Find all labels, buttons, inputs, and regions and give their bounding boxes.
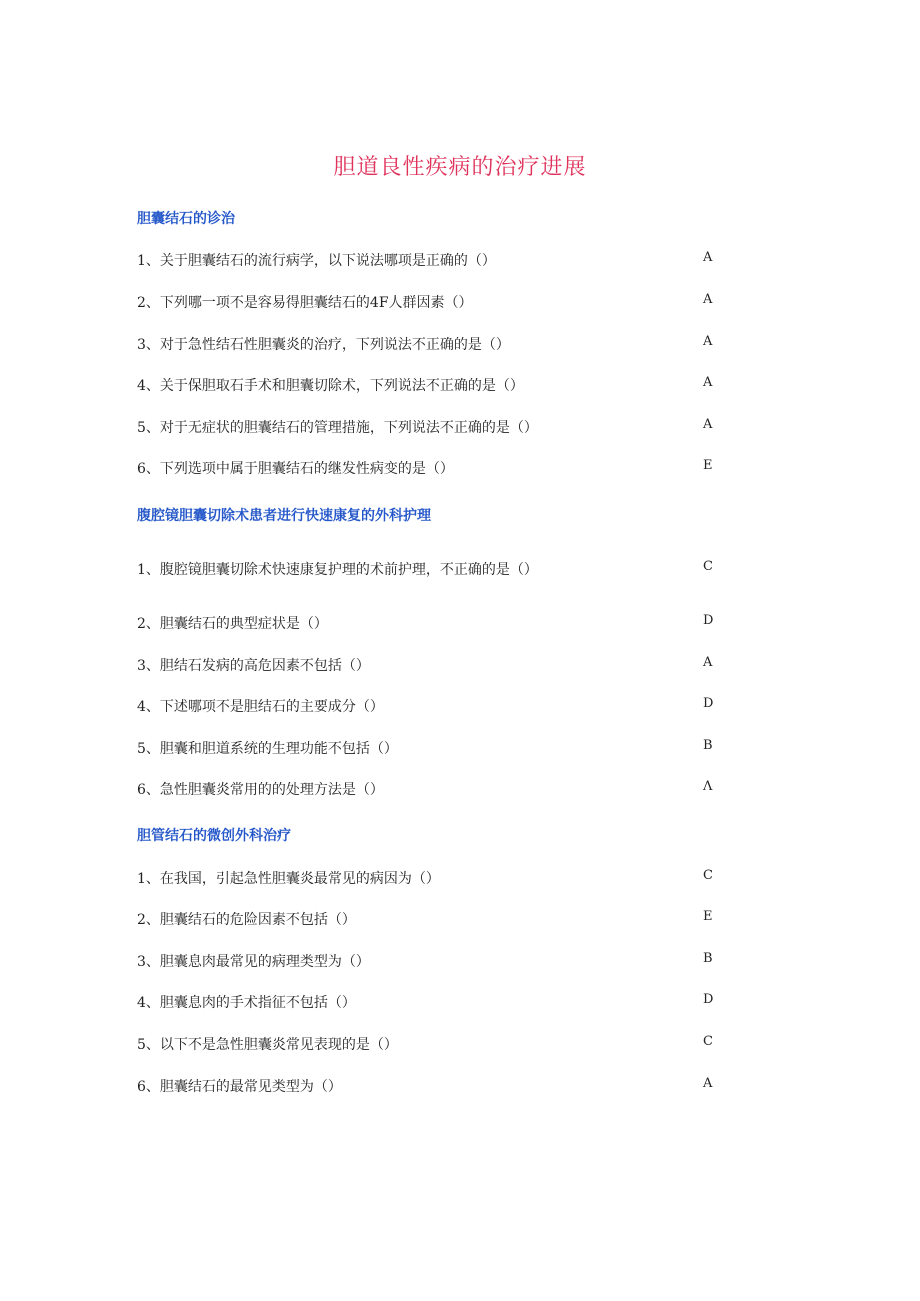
section-heading: 胆管结石的微创外科治疗 [137, 828, 291, 844]
question-text: 4、关于保胆取石手术和胆囊切除术，下列说法不正确的是（） [137, 378, 524, 394]
question-row [137, 992, 717, 1014]
question-row [137, 613, 717, 635]
question-text: 6、急性胆囊炎常用的的处理方法是（） [137, 782, 384, 798]
section-heading: 胆囊结石的诊治 [137, 211, 235, 227]
question-row [137, 250, 717, 272]
answer-letter: A [703, 1076, 713, 1091]
question-row [137, 1034, 717, 1056]
answer-letter: C [703, 1034, 713, 1049]
question-row [137, 696, 717, 718]
question-row [137, 738, 717, 760]
answer-letter: E [703, 458, 713, 473]
question-text: 2、胆囊结石的典型症状是（） [137, 616, 328, 632]
question-text: 5、胆囊和胆道系统的生理功能不包括（） [137, 741, 398, 757]
answer-letter: C [703, 559, 713, 574]
answer-letter: D [703, 992, 714, 1007]
question-text: 3、胆囊息肉最常见的病理类型为（） [137, 954, 370, 970]
question-text: 1、关于胆囊结石的流行病学，以下说法哪项是正确的（） [137, 253, 496, 269]
answer-letter: Λ [703, 779, 713, 794]
answer-letter: C [703, 868, 713, 883]
question-text: 3、胆结石发病的高危因素不包括（） [137, 658, 370, 674]
question-row [137, 1076, 717, 1098]
question-row [137, 375, 717, 397]
question-row [137, 951, 717, 973]
answer-letter: B [703, 738, 713, 753]
answer-letter: D [703, 696, 714, 711]
section-heading: 腹腔镜胆囊切除术患者进行快速康复的外科护理 [137, 508, 431, 524]
question-text: 4、下述哪项不是胆结石的主要成分（） [137, 699, 384, 715]
answer-letter: E [703, 909, 713, 924]
question-row [137, 868, 717, 890]
question-row [137, 909, 717, 931]
question-row [137, 458, 717, 480]
answer-letter: A [703, 655, 713, 670]
answer-letter: A [703, 250, 713, 265]
answer-letter: A [703, 417, 713, 432]
question-text: 3、对于急性结石性胆囊炎的治疗，下列说法不正确的是（） [137, 337, 510, 353]
answer-letter: D [703, 613, 714, 628]
question-text: 2、下列哪一项不是容易得胆囊结石的4F人群因素（） [137, 295, 473, 311]
question-text: 1、在我国，引起急性胆囊炎最常见的病因为（） [137, 871, 440, 887]
answer-letter: A [703, 375, 713, 390]
answer-letter: B [703, 951, 713, 966]
question-row [137, 417, 717, 439]
question-text: 4、胆囊息肉的手术指征不包括（） [137, 995, 356, 1011]
question-row [137, 334, 717, 356]
question-text: 2、胆囊结石的危险因素不包括（） [137, 912, 356, 928]
page-title: 胆道良性疾病的治疗进展 [333, 155, 587, 180]
answer-letter: A [703, 292, 713, 307]
question-text: 1、腹腔镜胆囊切除术快速康复护理的术前护理，不正确的是（） [137, 562, 538, 578]
question-text: 6、胆囊结石的最常见类型为（） [137, 1079, 342, 1095]
question-row [137, 292, 717, 314]
answer-letter: A [703, 334, 713, 349]
question-row [137, 779, 717, 801]
question-row [137, 559, 717, 581]
question-text: 5、对于无症状的胆囊结石的管理措施，下列说法不正确的是（） [137, 420, 538, 436]
question-text: 6、下列选项中属于胆囊结石的继发性病变的是（） [137, 461, 454, 477]
question-text: 5、以下不是急性胆囊炎常见表现的是（） [137, 1037, 398, 1053]
question-row [137, 655, 717, 677]
